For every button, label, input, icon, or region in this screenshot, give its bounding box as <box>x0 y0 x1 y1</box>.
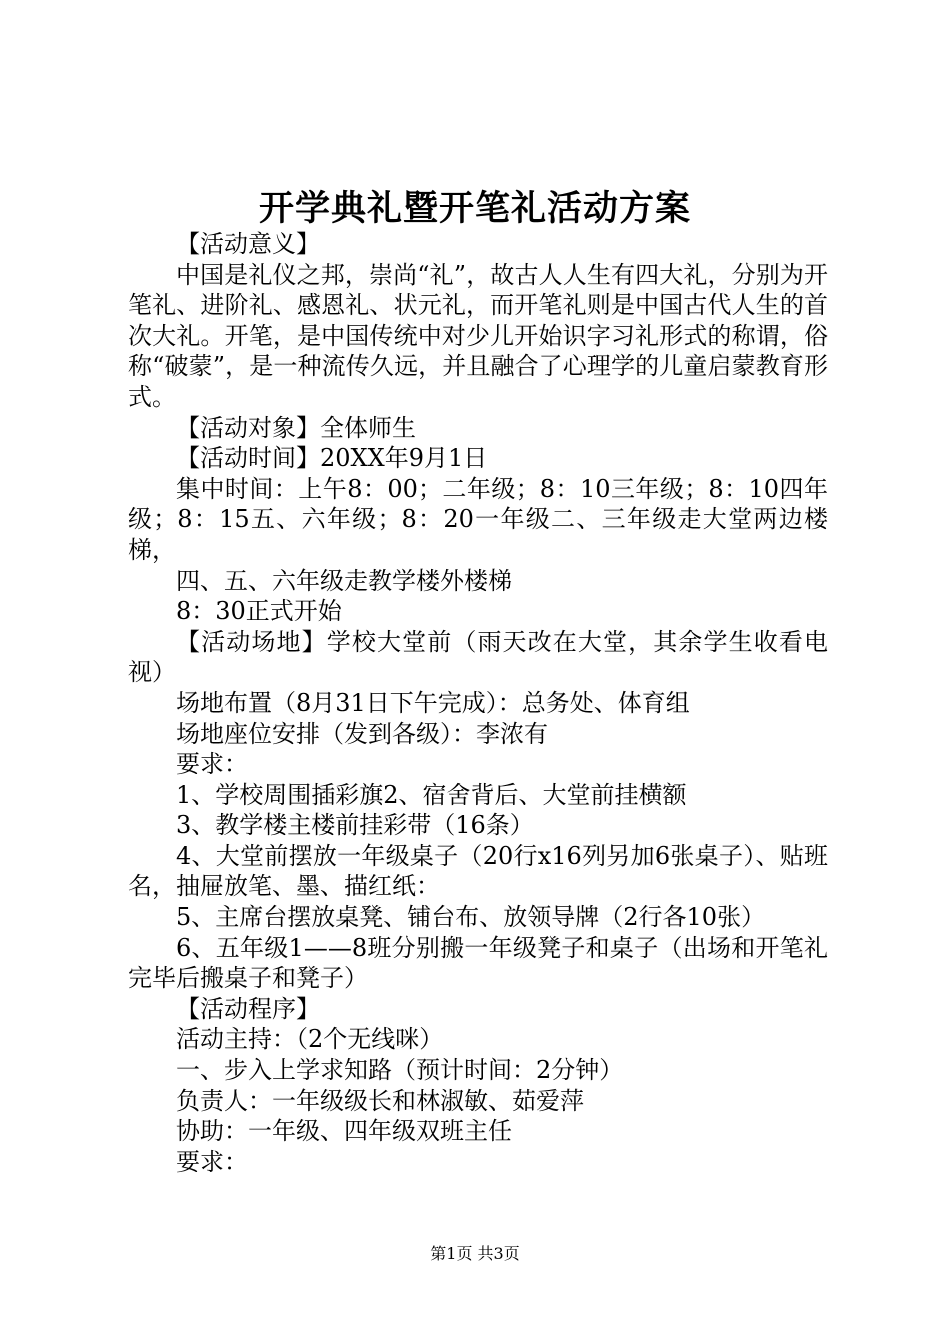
paragraph-requirements: 要求： <box>176 750 248 779</box>
paragraph-step-1: 一、步入上学求知路（预计时间：2分钟） <box>176 1056 624 1085</box>
paragraph-assembly-time: 集中时间：上午8：00；二年级；8：10三年级；8：10四年级；8：15五、六年级；8：20一年级二、三年级走大堂两边楼梯， <box>128 474 828 564</box>
paragraph-seating: 场地座位安排（发到各级）：李浓有 <box>176 719 548 748</box>
paragraph-stairs: 四、五、六年级走教学楼外楼梯 <box>176 566 512 595</box>
document-title: 开学典礼暨开笔礼活动方案 <box>258 188 691 229</box>
page-footer: 第1页 共3页 <box>430 1244 520 1263</box>
paragraph-participants: 【活动对象】全体师生 <box>176 413 416 442</box>
paragraph-req-4: 4、大堂前摆放一年级桌子（20行x16列另加6张桌子）、贴班名，抽屉放笔、墨、描红纸： <box>128 841 828 901</box>
paragraph-time: 【活动时间】20XX年9月1日 <box>176 444 488 473</box>
paragraph-host: 活动主持：（2个无线咪） <box>176 1025 444 1054</box>
paragraph-req-6: 6、五年级1——8班分别搬一年级凳子和桌子（出场和开笔礼完毕后搬桌子和凳子） <box>128 933 828 993</box>
paragraph-venue-setup: 场地布置（8月31日下午完成）：总务处、体育组 <box>176 688 690 717</box>
paragraph-start-time: 8：30正式开始 <box>176 597 342 626</box>
paragraph-assist: 协助：一年级、四年级双班主任 <box>176 1117 512 1146</box>
paragraph-venue: 【活动场地】学校大堂前（雨天改在大堂，其余学生收看电视） <box>128 627 828 687</box>
paragraph-req-3: 3、教学楼主楼前挂彩带（16条） <box>176 811 534 840</box>
paragraph-requirements-2: 要求： <box>176 1147 248 1176</box>
paragraph-section-procedure: 【活动程序】 <box>176 994 320 1023</box>
paragraph-responsible: 负责人：一年级级长和林淑敏、茹爱萍 <box>176 1086 584 1115</box>
paragraph-meaning-text: 中国是礼仪之邦，崇尚“礼”，故古人人生有四大礼，分别为开笔礼、进阶礼、感恩礼、状元礼，而开笔礼则是中国古代人生的首次大礼。开笔，是中国传统中对少儿开始识字习礼形式的称谓，俗称“破蒙”，是一种流传久远，并且融合了心理学的儿童启蒙教育形式。 <box>128 260 828 411</box>
paragraph-section-meaning: 【活动意义】 <box>176 230 320 258</box>
paragraph-req-5: 5、主席台摆放桌凳、铺台布、放领导牌（2行各10张） <box>176 903 766 932</box>
paragraph-req-1: 1、学校周围插彩旗2、宿舍背后、大堂前挂横额 <box>176 780 687 809</box>
document-body <box>128 229 828 1177</box>
